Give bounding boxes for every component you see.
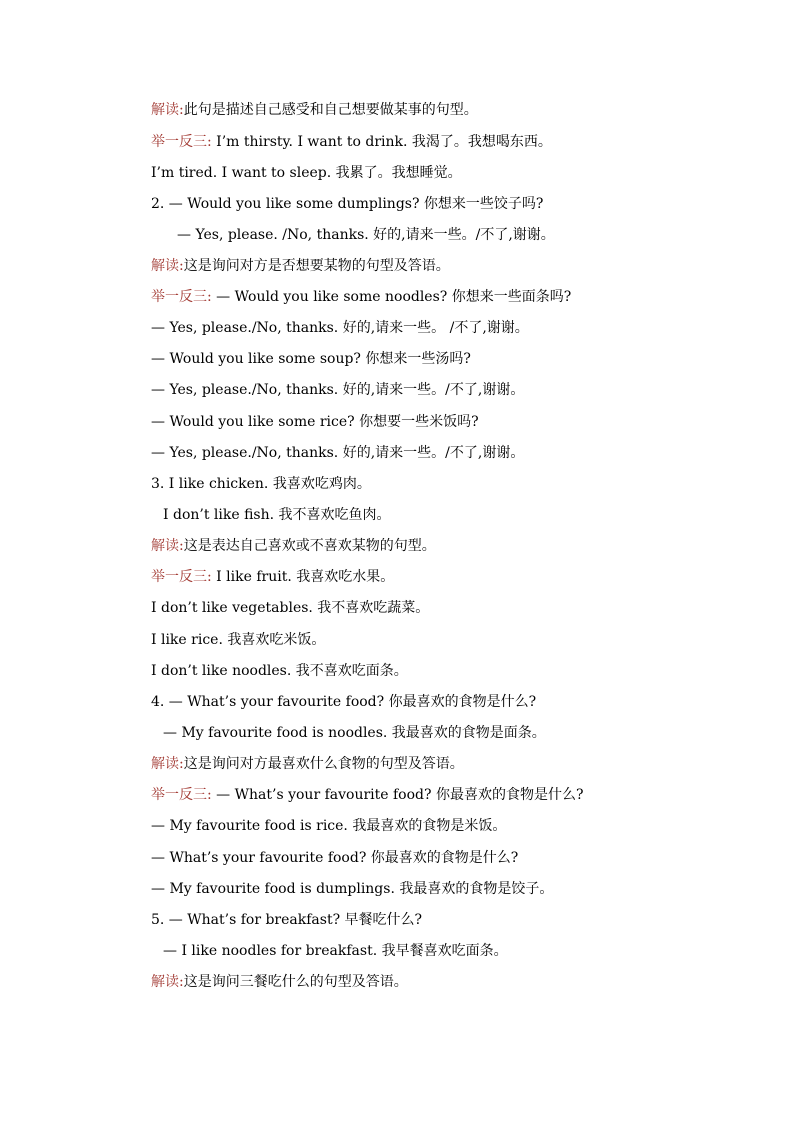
- line-text: 这是询问对方是否想要某物的句型及答语。: [183, 258, 450, 274]
- line-text: 5. — What’s for breakfast? 早餐吃什么?: [151, 912, 423, 928]
- text-line: [151, 288, 571, 306]
- text-line: [151, 631, 325, 649]
- line-text: 这是询问对方最喜欢什么食物的句型及答语。: [183, 756, 464, 772]
- text-line: [151, 413, 479, 431]
- text-line: [151, 257, 450, 275]
- text-line: [151, 133, 552, 151]
- line-text: I don’t like vegetables. 我不喜欢吃蔬菜。: [151, 600, 430, 616]
- line-text: 此句是描述自己感受和自己想要做某事的句型。: [183, 102, 478, 118]
- line-label: 解读:: [151, 102, 184, 118]
- line-text: — My favourite food is dumplings. 我最喜欢的食物是饺子。: [151, 881, 554, 897]
- text-line: [151, 755, 464, 773]
- text-line: [151, 693, 536, 711]
- line-label: 举一反三:: [151, 787, 212, 803]
- text-line: [151, 911, 422, 929]
- line-text: — Yes, please./No, thanks. 好的,请来一些。/不了,谢谢。: [151, 445, 525, 461]
- text-line: [163, 506, 391, 524]
- line-text: — Would you like some noodles? 你想来一些面条吗?: [211, 289, 572, 305]
- text-line: [163, 724, 546, 742]
- line-text: I don’t like noodles. 我不喜欢吃面条。: [151, 663, 408, 679]
- line-text: I like fruit. 我喜欢吃水果。: [211, 569, 395, 585]
- text-line: [151, 101, 478, 119]
- text-line: [151, 817, 506, 835]
- text-line: [151, 195, 543, 213]
- line-text: I like rice. 我喜欢吃米饭。: [151, 632, 326, 648]
- line-text: — Would you like some rice? 你想要一些米饭吗?: [151, 414, 479, 430]
- line-label: 举一反三:: [151, 289, 212, 305]
- line-text: 这是表达自己喜欢或不喜欢某物的句型。: [183, 538, 436, 554]
- line-label: 解读:: [151, 756, 184, 772]
- line-text: 4. — What’s your favourite food? 你最喜欢的食物是什么?: [151, 694, 537, 710]
- text-line: [151, 786, 583, 804]
- line-label: 举一反三:: [151, 134, 212, 150]
- text-line: [177, 226, 555, 244]
- text-line: [151, 880, 553, 898]
- text-line: [151, 319, 529, 337]
- line-text: — My favourite food is rice. 我最喜欢的食物是米饭。: [151, 818, 507, 834]
- line-text: I don’t like fish. 我不喜欢吃鱼肉。: [163, 507, 391, 523]
- text-line: [151, 350, 471, 368]
- line-text: — Yes, please./No, thanks. 好的,请来一些。/不了,谢谢。: [151, 382, 525, 398]
- line-text: I’m thirsty. I want to drink. 我渴了。我想喝东西。: [211, 134, 552, 150]
- text-line: [151, 662, 408, 680]
- line-text: 3. I like chicken. 我喜欢吃鸡肉。: [151, 476, 371, 492]
- line-text: — Yes, please. /No, thanks. 好的,请来一些。/不了,谢谢。: [177, 227, 555, 243]
- text-line: [151, 599, 429, 617]
- text-line: [151, 381, 524, 399]
- text-line: [151, 973, 408, 991]
- line-text: — What’s your favourite food? 你最喜欢的食物是什么?: [151, 850, 519, 866]
- line-text: 这是询问三餐吃什么的句型及答语。: [183, 974, 408, 990]
- text-line: [163, 942, 508, 960]
- line-label: 解读:: [151, 974, 184, 990]
- line-label: 解读:: [151, 538, 184, 554]
- line-label: 解读:: [151, 258, 184, 274]
- line-label: 举一反三:: [151, 569, 212, 585]
- text-line: [151, 444, 524, 462]
- line-text: — I like noodles for breakfast. 我早餐喜欢吃面条。: [163, 943, 508, 959]
- text-line: [151, 537, 436, 555]
- line-text: 2. — Would you like some dumplings? 你想来一些饺子吗?: [151, 196, 544, 212]
- text-line: [151, 475, 371, 493]
- text-line: [151, 164, 462, 182]
- line-text: — Yes, please./No, thanks. 好的,请来一些。 /不了,谢谢。: [151, 320, 529, 336]
- line-text: — Would you like some soup? 你想来一些汤吗?: [151, 351, 471, 367]
- line-text: — What’s your favourite food? 你最喜欢的食物是什么?: [211, 787, 584, 803]
- line-text: I’m tired. I want to sleep. 我累了。我想睡觉。: [151, 165, 462, 181]
- text-line: [151, 849, 518, 867]
- line-text: — My favourite food is noodles. 我最喜欢的食物是面条。: [163, 725, 546, 741]
- text-line: [151, 568, 394, 586]
